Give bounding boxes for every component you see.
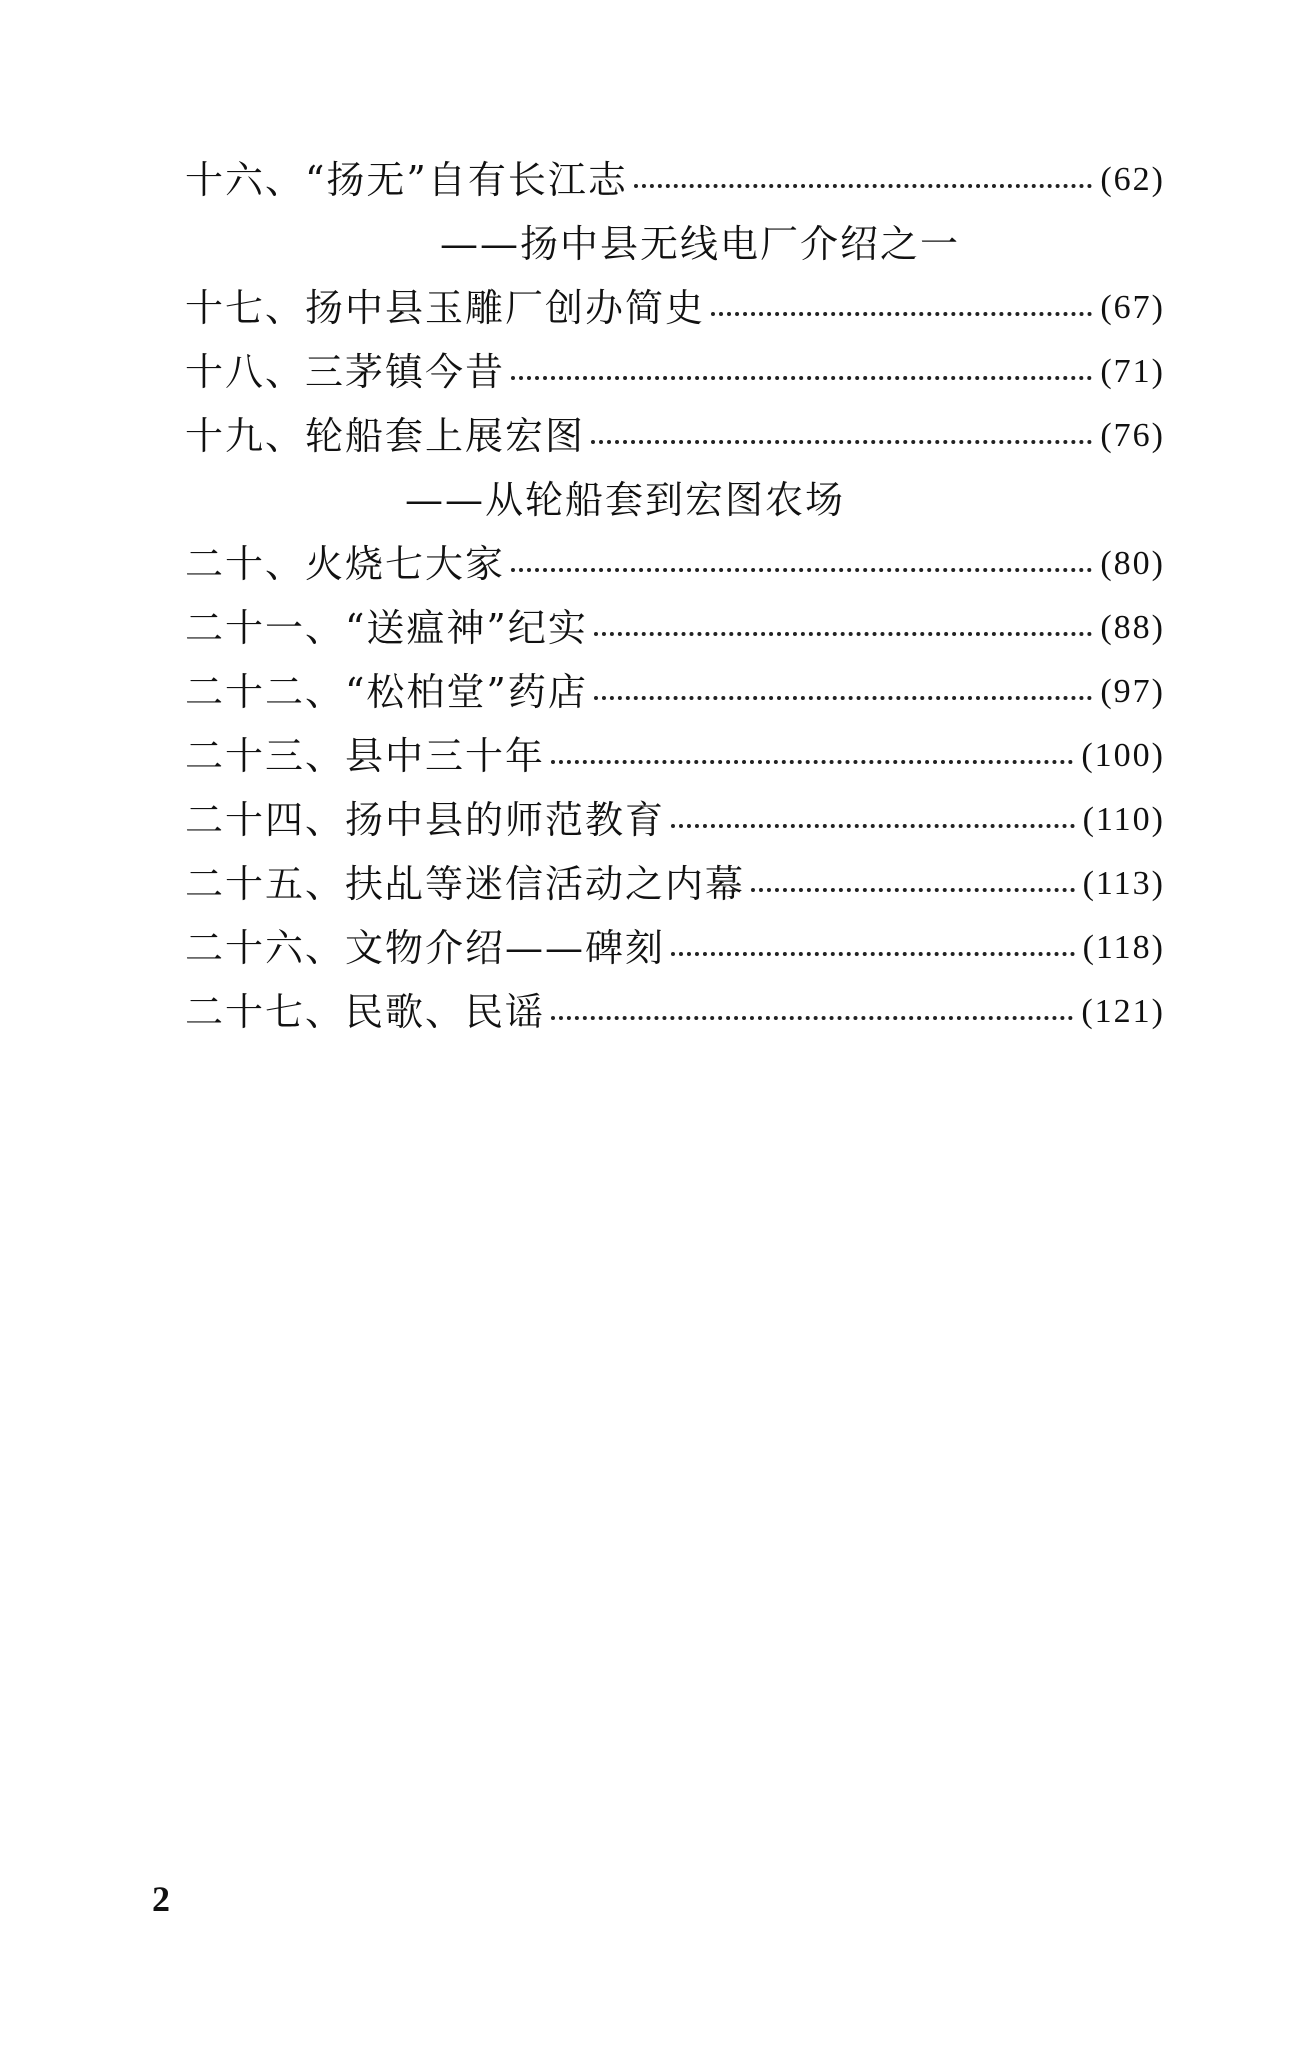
toc-entry-page: (76): [1100, 417, 1165, 454]
toc-entry-subtitle: ——扬中县无线电厂介绍之一: [440, 222, 961, 266]
toc-entry-title: 二十一、“送瘟神”纪实: [185, 606, 588, 650]
toc-entry: [185, 980, 1165, 1044]
toc-entry-page: (71): [1100, 353, 1165, 390]
dot-leader: [594, 696, 1092, 700]
dot-leader: [711, 312, 1092, 316]
toc-entry-page: (113): [1082, 865, 1165, 902]
toc-entry: [185, 340, 1165, 404]
toc-entry-title: 二十二、“松柏堂”药店: [185, 670, 588, 714]
toc-entry-title: 二十六、文物介绍——碑刻: [185, 926, 666, 970]
dot-leader: [551, 760, 1073, 764]
dot-leader: [511, 376, 1092, 380]
toc-entry-page: (110): [1082, 801, 1165, 838]
toc-entry: [185, 788, 1165, 852]
dot-leader: [551, 1016, 1073, 1020]
toc-entry: [185, 532, 1165, 596]
toc-entry-page: (67): [1100, 289, 1165, 326]
toc-entry-page: (118): [1082, 929, 1165, 966]
toc-entry-title: 十八、三茅镇今昔: [185, 350, 506, 394]
dot-leader: [671, 824, 1075, 828]
page-number: 2: [152, 1879, 170, 1919]
toc-entry-title: 十六、“扬无”自有长江志: [185, 158, 628, 202]
toc-entry-page: (121): [1081, 993, 1165, 1030]
toc-entry-title: 十九、轮船套上展宏图: [185, 414, 586, 458]
toc-entry-title: 十七、扬中县玉雕厂创办简史: [185, 286, 706, 330]
dot-leader: [594, 632, 1092, 636]
toc-entry: [185, 916, 1165, 980]
dot-leader: [511, 568, 1092, 572]
toc-entry-page: (80): [1100, 545, 1165, 582]
toc-entry: [185, 852, 1165, 916]
toc-entry: [185, 660, 1165, 724]
toc-entry-title: 二十、火烧七大家: [185, 542, 506, 586]
toc-entry-page: (62): [1100, 161, 1165, 198]
toc-entry-page: (88): [1100, 609, 1165, 646]
toc-entry-title: 二十七、民歌、民谣: [185, 990, 546, 1034]
dot-leader: [751, 888, 1075, 892]
toc-entry-title: 二十三、县中三十年: [185, 734, 546, 778]
toc-entry: [185, 596, 1165, 660]
dot-leader: [671, 952, 1075, 956]
toc-entry: [185, 724, 1165, 788]
dot-leader: [634, 184, 1092, 188]
toc-entry-subtitle: ——从轮船套到宏图农场: [405, 478, 846, 522]
toc-entry: [185, 276, 1165, 340]
toc-entry-title: 二十五、扶乩等迷信活动之内幕: [185, 862, 746, 906]
toc-entry: [185, 404, 1165, 468]
toc-entry-title: 二十四、扬中县的师范教育: [185, 798, 666, 842]
toc-entry: [185, 148, 1165, 212]
toc-entry-page: (97): [1100, 673, 1165, 710]
dot-leader: [591, 440, 1092, 444]
table-of-contents: [185, 148, 1165, 1044]
toc-entry-page: (100): [1081, 737, 1165, 774]
